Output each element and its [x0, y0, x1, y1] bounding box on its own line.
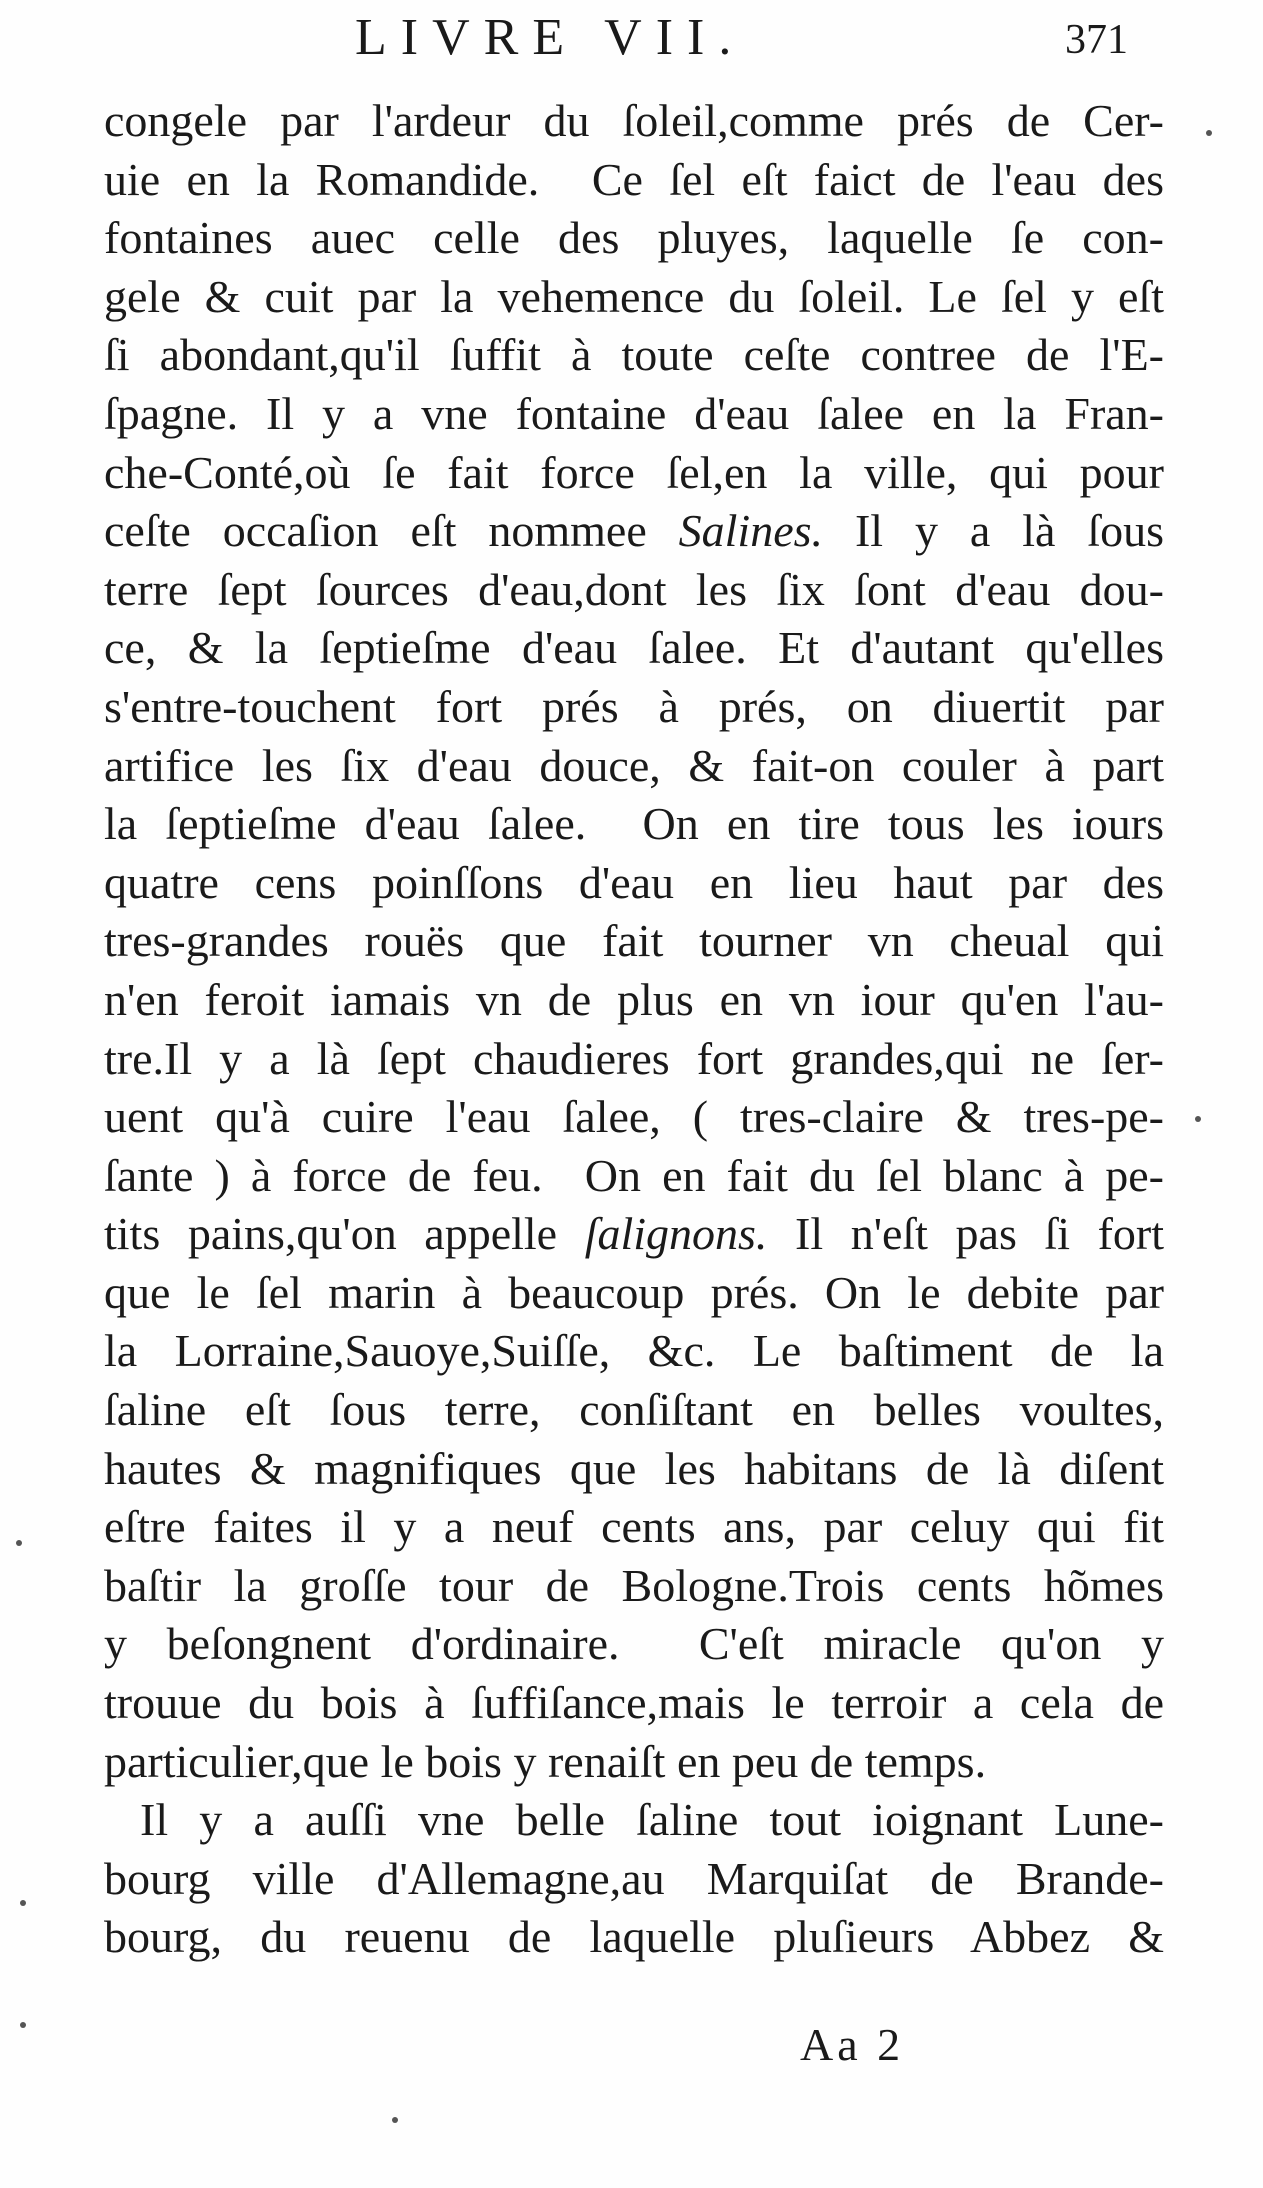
text-line-segment: trouue du bois à ſuffiſance,mais le terroir a cela de: [104, 1677, 1164, 1729]
text-line-segment: congele par l'ardeur du ſoleil,comme prés de Cer-: [104, 95, 1164, 146]
text-line-segment: uent qu'à cuire l'eau ſalee, ( tres-claire & tres-pe-: [104, 1091, 1164, 1143]
text-line: [104, 1205, 1164, 1264]
text-line-segment: ſpagne. Il y a vne fontaine d'eau ſalee en la Fran-: [104, 387, 1164, 439]
text-line: [104, 854, 1164, 913]
text-line-segment: terre ſept ſources d'eau,dont les ſix ſont d'eau dou-: [104, 563, 1164, 615]
text-line-segment: ceſte occaſion eſt nommee: [104, 505, 679, 557]
text-line: [104, 151, 1164, 210]
paper-speck: [392, 2117, 398, 2123]
text-line-segment: la Lorraine,Sauoye,Suiſſe, &c. Le baſtiment de la: [104, 1325, 1164, 1377]
text-line-segment: fontaines auec celle des pluyes, laquelle ſe con-: [104, 212, 1164, 264]
text-line-segment: particulier,que le bois y renaiſt en peu de temps.: [104, 1735, 987, 1787]
italic-term: Salines.: [678, 505, 824, 557]
paper-speck: [16, 1540, 22, 1546]
text-line: [104, 385, 1164, 444]
text-line-segment: s'entre-touchent fort prés à prés, on diuertit par: [104, 680, 1164, 732]
text-line-segment: ſaline eſt ſous terre, conſiſtant en belles voultes,: [104, 1384, 1164, 1436]
text-line: [104, 1908, 1164, 1967]
text-line-segment: Il n'eſt pas ſi fort: [767, 1208, 1164, 1260]
text-line-segment: bourg ville d'Allemagne,au Marquiſat de Brande-: [104, 1852, 1164, 1904]
text-line: [104, 1674, 1164, 1733]
text-line-segment: che-Conté,où ſe fait force ſel,en la ville, qui pour: [104, 446, 1164, 498]
text-line-segment: que le ſel marin à beaucoup prés. On le debite par: [104, 1266, 1164, 1318]
running-head: LIVRE VII.: [355, 9, 746, 66]
text-line: [104, 1440, 1164, 1499]
text-line: [104, 1498, 1164, 1557]
text-line-segment: Il y a auſſi vne belle ſaline tout ioignant Lune-: [140, 1794, 1164, 1846]
text-line-segment: baſtir la groſſe tour de Bologne.Trois cents hõmes: [104, 1559, 1164, 1611]
page-header: [0, 8, 1263, 68]
text-line-segment: ſi abondant,qu'il ſuffit à toute ceſte contree de l'E-: [104, 329, 1164, 381]
paper-speck: [20, 2022, 26, 2028]
italic-term: ſalignons.: [584, 1208, 768, 1260]
text-line: [104, 502, 1164, 561]
paper-speck: [20, 1900, 26, 1906]
text-line: [104, 268, 1164, 327]
text-line: [104, 971, 1164, 1030]
text-line-segment: bourg, du reuenu de laquelle pluſieurs Abbez &: [104, 1911, 1164, 1963]
text-line: [104, 1322, 1164, 1381]
text-line: [104, 1264, 1164, 1323]
text-line: [104, 561, 1164, 620]
text-line-segment: tre.Il y a là ſept chaudieres fort grandes,qui ne ſer-: [104, 1032, 1164, 1084]
text-line: [104, 326, 1164, 385]
paper-speck: [1206, 130, 1212, 136]
text-line: [104, 1733, 1164, 1792]
text-line-segment: tres-grandes rouës que fait tourner vn cheual qui: [104, 915, 1164, 967]
text-line: [104, 92, 1164, 151]
text-line-segment: hautes & magnifiques que les habitans de là diſent: [104, 1442, 1164, 1494]
text-line: [104, 1381, 1164, 1440]
text-line: [104, 209, 1164, 268]
text-line: [104, 1030, 1164, 1089]
text-line-segment: gele & cuit par la vehemence du ſoleil. Le ſel y eſt: [104, 270, 1164, 322]
text-line: [104, 619, 1164, 678]
body-text: [104, 92, 1164, 1967]
text-line-segment: la ſeptieſme d'eau ſalee. On en tire tous les iours: [104, 798, 1164, 850]
text-line: [104, 1147, 1164, 1206]
text-line-segment: y beſongnent d'ordinaire. C'eſt miracle qu'on y: [104, 1618, 1164, 1670]
text-line: [104, 737, 1164, 796]
text-line-segment: ce, & la ſeptieſme d'eau ſalee. Et d'autant qu'elles: [104, 622, 1164, 674]
text-line-segment: quatre cens poinſſons d'eau en lieu haut par des: [104, 856, 1164, 908]
page-number: 371: [1065, 17, 1128, 63]
text-line: [104, 795, 1164, 854]
signature-mark: Aa 2: [800, 2019, 905, 2070]
text-line: [104, 1791, 1164, 1850]
text-line-segment: tits pains,qu'on appelle: [104, 1208, 585, 1260]
text-line-segment: uie en la Romandide. Ce ſel eſt faict de l'eau des: [104, 153, 1164, 205]
text-line-segment: Il y a là ſous: [823, 505, 1164, 557]
text-line-segment: ſante ) à force de feu. On en fait du ſel blanc à pe-: [104, 1149, 1164, 1201]
text-line-segment: n'en feroit iamais vn de plus en vn iour qu'en l'au-: [104, 973, 1164, 1025]
text-line: [104, 678, 1164, 737]
text-line: [104, 1850, 1164, 1909]
text-line: [104, 912, 1164, 971]
text-line-segment: artifice les ſix d'eau douce, & fait-on couler à part: [104, 739, 1164, 791]
text-line: [104, 1615, 1164, 1674]
text-line: [104, 444, 1164, 503]
text-line-segment: eſtre faites il y a neuf cents ans, par celuy qui fit: [104, 1501, 1164, 1553]
paper-speck: [1195, 1116, 1201, 1122]
text-line: [104, 1088, 1164, 1147]
text-line: [104, 1557, 1164, 1616]
